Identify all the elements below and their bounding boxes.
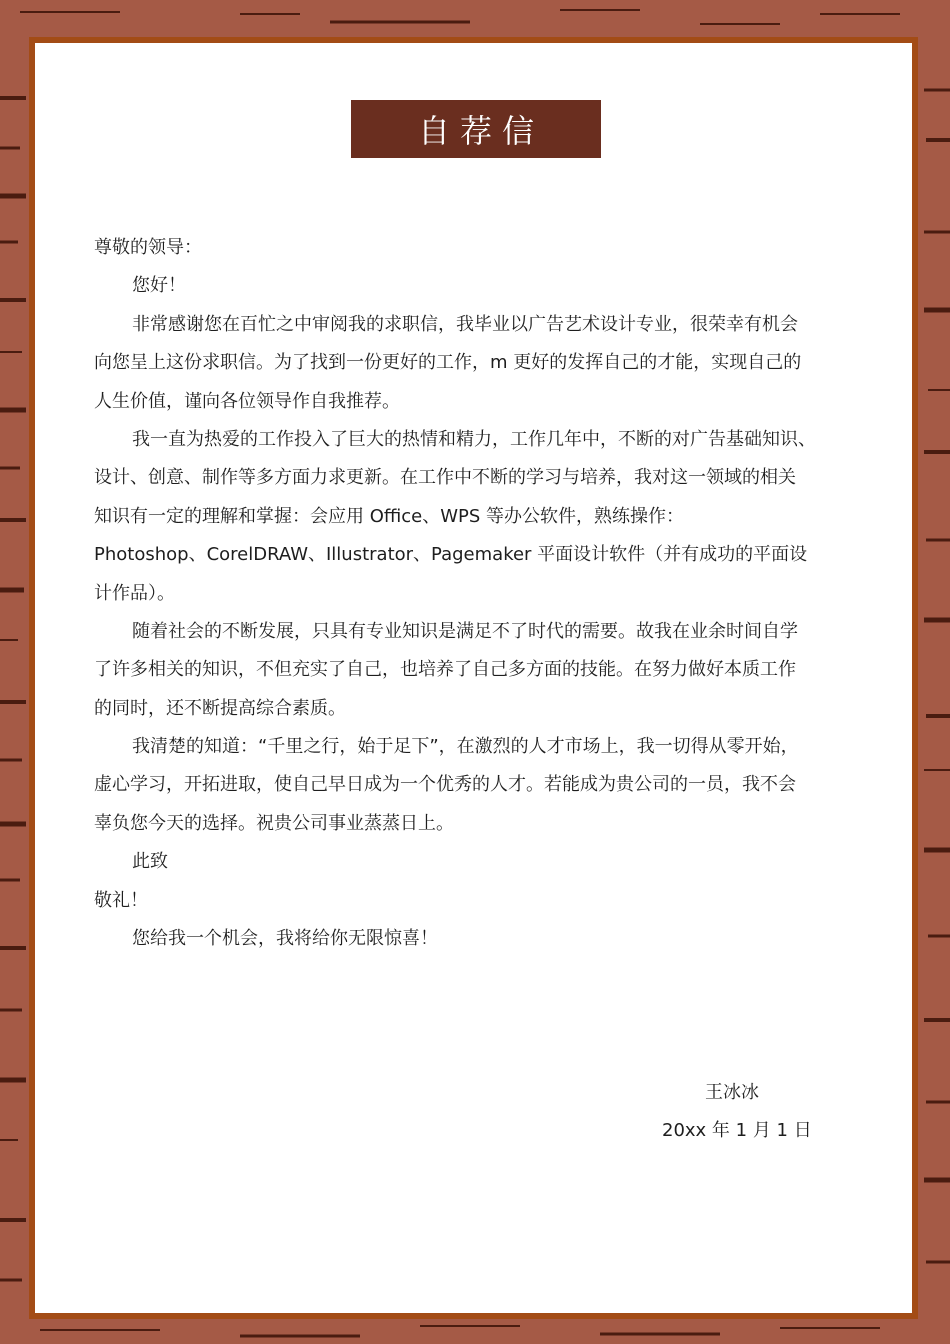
body-line: 人生价值，谨向各位领导作自我推荐。 — [94, 390, 400, 412]
body-line: 随着社会的不断发展，只具有专业知识是满足不了时代的需要。故我在业余时间自学 — [132, 620, 798, 642]
body-line: 计作品）。 — [94, 582, 175, 604]
letter-paper — [29, 37, 918, 1319]
greeting: 您好！ — [132, 275, 186, 297]
closing-line: 此致 — [132, 851, 168, 873]
body-line: 非常感谢您在百忙之中审阅我的求职信，我毕业以广告艺术设计专业，很荣幸有机会 — [132, 313, 798, 335]
signature-name: 王冰冰 — [705, 1082, 759, 1103]
signature-date: 20xx 年 1 月 1 日 — [662, 1120, 812, 1141]
closing-note: 您给我一个机会，我将给你无限惊喜！ — [132, 928, 438, 950]
salutation: 尊敬的领导： — [94, 237, 202, 258]
closing-salute: 敬礼！ — [94, 889, 148, 911]
body-line: 我一直为热爱的工作投入了巨大的热情和精力，工作几年中，不断的对广告基础知识、 — [132, 428, 816, 450]
body-line: 虚心学习，开拓进取，使自己早日成为一个优秀的人才。若能成为贵公司的一员，我不会 — [94, 774, 796, 796]
body-line: 向您呈上这份求职信。为了找到一份更好的工作，m 更好的发挥自己的才能，实现自己的 — [94, 352, 802, 374]
body-line: 设计、创意、制作等多方面力求更新。在工作中不断的学习与培养，我对这一领域的相关 — [94, 467, 796, 489]
body-line: Photoshop、CorelDRAW、Illustrator、Pagemaker 平面设计软件（并有成功的平面设 — [94, 544, 808, 566]
body-line: 了许多相关的知识，不但充实了自己，也培养了自己多方面的技能。在努力做好本质工作 — [94, 659, 796, 681]
letter-body — [94, 229, 854, 958]
title-banner — [351, 100, 601, 158]
body-line: 知识有一定的理解和掌握：会应用 Office、WPS 等办公软件，熟练操作： — [94, 505, 685, 527]
body-line: 我清楚的知道：“千里之行，始于足下”，在激烈的人才市场上，我一切得从零开始， — [132, 736, 799, 758]
body-line: 辜负您今天的选择。祝贵公司事业蒸蒸日上。 — [94, 812, 454, 834]
body-line: 的同时，还不断提高综合素质。 — [94, 697, 346, 719]
letter-title: 自荐信 — [417, 112, 544, 150]
